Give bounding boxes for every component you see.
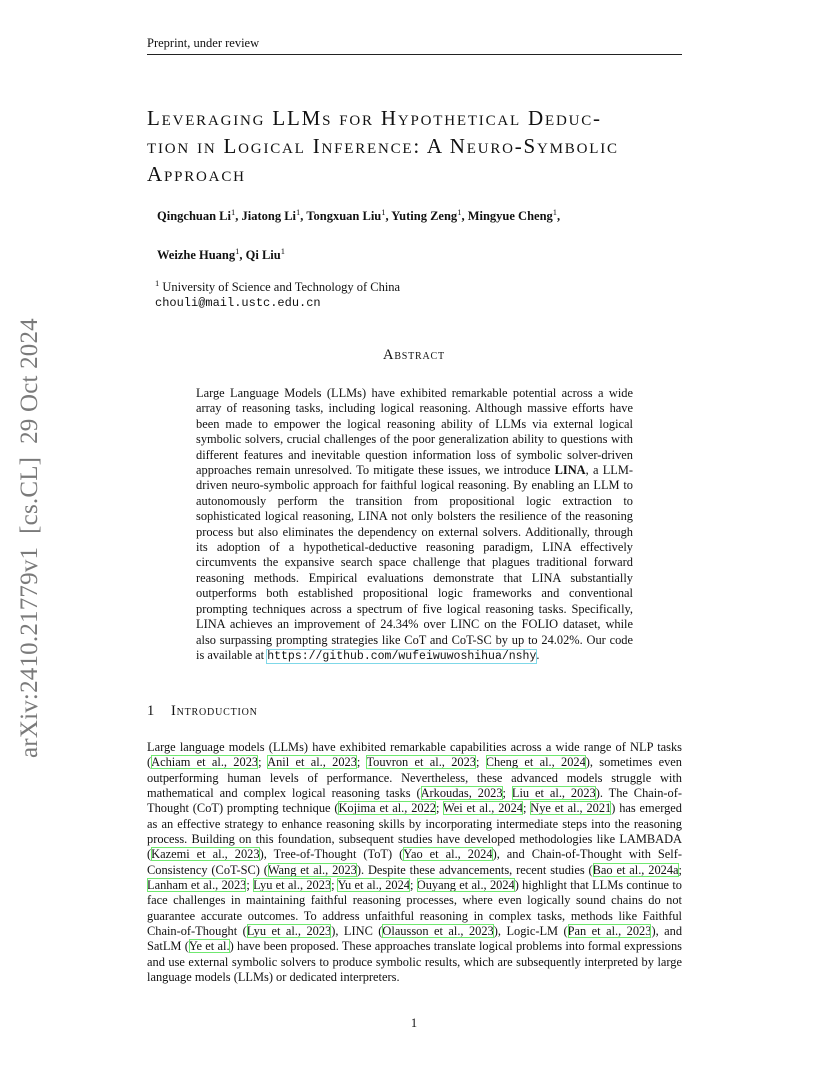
citation-link[interactable]: Liu et al., 2023 <box>511 786 596 801</box>
author-name: Yuting Zeng <box>391 209 458 223</box>
affiliation-mark: 1 <box>280 245 285 256</box>
citation-link[interactable]: Lyu et al., 2023 <box>253 878 332 893</box>
intro-text: ), Tree-of-Thought (ToT) ( <box>259 847 404 862</box>
intro-text: ) highlight that LLMs continue to face challenges in maintaining faithful reasoning processes, where even logically sound chains do not guarantee accurate outcomes. To address unfaithful reasoning in complex tasks, methods like Faithful Chain-of-Thought ( <box>147 878 682 939</box>
affiliation-block <box>155 279 400 311</box>
citation-link[interactable]: Cheng et al., 2024 <box>485 755 586 770</box>
affiliation-mark: 1 <box>457 206 462 217</box>
citation-link[interactable]: Pan et al., 2023 <box>567 924 652 939</box>
section-heading <box>147 703 258 720</box>
arxiv-stamp[interactable]: arXiv:2410.21779v1 [cs.CL] 29 Oct 2024 <box>16 318 43 758</box>
citation-link[interactable]: Ouyang et al., 2024 <box>416 878 515 893</box>
author-name: Mingyue Cheng <box>467 209 553 223</box>
section-title: Introduction <box>171 703 258 719</box>
author-name: Jiatong Li <box>241 209 297 223</box>
abstract-text: Large Language Models (LLMs) have exhibited remarkable potential across a wide array of reasoning tasks, including logical reasoning. Although massive efforts have been made to empower the logical reasoning ability of LLMs via external logical symbolic solvers, crucial challenges of the poor generalization ability to questions with different features and inevitable question information loss of symbolic solver-driven approaches remain unresolved. To mitigate these issues, we introduce <box>196 386 633 478</box>
intro-text: ; <box>356 755 367 770</box>
author-name: Qi Liu <box>245 248 281 262</box>
intro-text: ), Logic-LM ( <box>493 924 568 939</box>
citation-link[interactable]: Ye et al. <box>188 939 230 954</box>
citation-link[interactable]: Wang et al., 2023 <box>267 862 357 877</box>
citation-link[interactable]: Lyu et al., 2023 <box>246 924 332 939</box>
citation-link[interactable]: Olausson et al., 2023 <box>382 924 494 939</box>
affiliation-name: University of Science and Technology of China <box>162 280 401 294</box>
intro-text: ; <box>435 801 444 816</box>
author-name: Tongxuan Liu <box>306 209 382 223</box>
citation-link[interactable]: Yu et al., 2024 <box>337 878 410 893</box>
intro-text: ; <box>331 878 338 893</box>
title-line-2: tion in Logical Inference: A Neuro-Symbolic <box>147 134 619 158</box>
running-header: Preprint, under review <box>147 36 682 55</box>
affiliation-mark: 1 <box>231 206 236 217</box>
intro-text: ) has emerged as an effective strategy to enhance reasoning skills by incorporating intermediate steps into the reasoning process. Building on this foundation, subsequent studies have developed methodologies like LAMBADA ( <box>147 801 682 862</box>
author-email: chouli@mail.ustc.edu.cn <box>155 296 321 310</box>
intro-text: ; <box>502 786 512 801</box>
affiliation-mark: 1 <box>155 277 160 288</box>
intro-text: ; <box>678 862 682 877</box>
intro-text: ). The Chain-of-Thought (CoT) prompting technique ( <box>147 786 682 816</box>
abstract-heading: Abstract <box>383 347 445 363</box>
citation-link[interactable]: Kojima et al., 2022 <box>338 801 436 816</box>
author-name: Qingchuan Li <box>157 209 231 223</box>
intro-text: ), and Chain-of-Thought with Self-Consistency (CoT-SC) ( <box>147 847 682 877</box>
intro-text: ) have been proposed. These approaches translate logical problems into formal expressions and use external symbolic solvers to produce symbolic results, which are subsequently interpreted by large language models (LLMs) or dedicated interpreters. <box>147 939 682 985</box>
author-list-line-1: Qingchuan Li$^1$, Jiatong Li$^1$, Tongxuan Liu$^1$, Yuting Zeng$^1$, Mingyue Cheng$^1$, <box>157 206 561 223</box>
page-number: 1 <box>410 1016 418 1030</box>
intro-text: ; <box>523 801 531 816</box>
citation-link[interactable]: Anil et al., 2023 <box>267 755 357 770</box>
intro-text: ), sometimes even outperforming human levels of performance. Nevertheless, these advanced models struggle with mathematical and complex logical reasoning tasks ( <box>147 755 682 801</box>
author-list-line-2: Weizhe Huang$^1$, Qi Liu$^1$ <box>157 245 285 262</box>
citation-link[interactable]: Yao et al., 2024 <box>403 847 493 862</box>
abstract-body <box>196 386 633 664</box>
paper-title <box>147 104 687 188</box>
affiliation-mark: 1 <box>552 206 558 217</box>
author-name: Weizhe Huang <box>157 248 236 262</box>
affiliation-mark: 1 <box>235 245 240 256</box>
citation-link[interactable]: Touvron et al., 2023 <box>366 755 476 770</box>
citation-link[interactable]: Kazemi et al., 2023 <box>151 847 260 862</box>
citation-link[interactable]: Lanham et al., 2023 <box>147 878 247 893</box>
abstract-text: , a LLM-driven neuro-symbolic approach for faithful logical reasoning. By enabling an LLM to autonomously perform the transition from propositional logic extraction to sophisticated logical reasoning, LINA not only bolsters the resilience of the reasoning process but also eliminates the dependency on external solvers. Additionally, through its adoption of a hypothetical-deductive reasoning paradigm, LINA effectively circumvents the expansive search space challenge that plagues traditional forward reasoning methods. Empirical evaluations demonstrate that LINA substantially outperforms both established propositional logic frameworks and conventional prompting techniques across a spectrum of five logical reasoning tasks. Specifically, LINA achieves an improvement of 24.34% over LINC on the FOLIO dataset, while also surpassing prompting strategies like CoT and CoT-SC by up to 24.02%. Our code is available at <box>196 463 633 662</box>
intro-text: ; <box>410 878 417 893</box>
code-link[interactable]: https://github.com/wufeiwuwoshihua/nshy <box>267 649 537 663</box>
intro-text: ; <box>475 755 486 770</box>
citation-link[interactable]: Bao et al., 2024a <box>592 862 679 877</box>
intro-text: ), LINC ( <box>331 924 383 939</box>
abstract-end: . <box>536 647 540 662</box>
citation-link[interactable]: Nye et al., 2021 <box>530 801 612 816</box>
section-number: 1 <box>147 703 156 719</box>
introduction-paragraph <box>147 740 682 986</box>
intro-text: ). Despite these advancements, recent studies ( <box>356 862 593 877</box>
intro-text: ; <box>246 878 254 893</box>
affiliation-mark: 1 <box>381 206 386 217</box>
citation-link[interactable]: Wei et al., 2024 <box>443 801 524 816</box>
intro-text: ; <box>258 755 268 770</box>
title-line-3: Approach <box>147 162 246 186</box>
affiliation-mark: 1 <box>296 206 301 217</box>
intro-text: Large language models (LLMs) have exhibited remarkable capabilities across a wide range of NLP tasks ( <box>147 740 682 770</box>
citation-link[interactable]: Achiam et al., 2023 <box>151 755 259 770</box>
intro-text: ), and SatLM ( <box>147 924 683 954</box>
title-line-1: Leveraging LLMs for Hypothetical Deduc- <box>147 106 602 130</box>
citation-link[interactable]: Arkoudas, 2023 <box>420 786 503 801</box>
method-name: LINA <box>554 463 586 478</box>
